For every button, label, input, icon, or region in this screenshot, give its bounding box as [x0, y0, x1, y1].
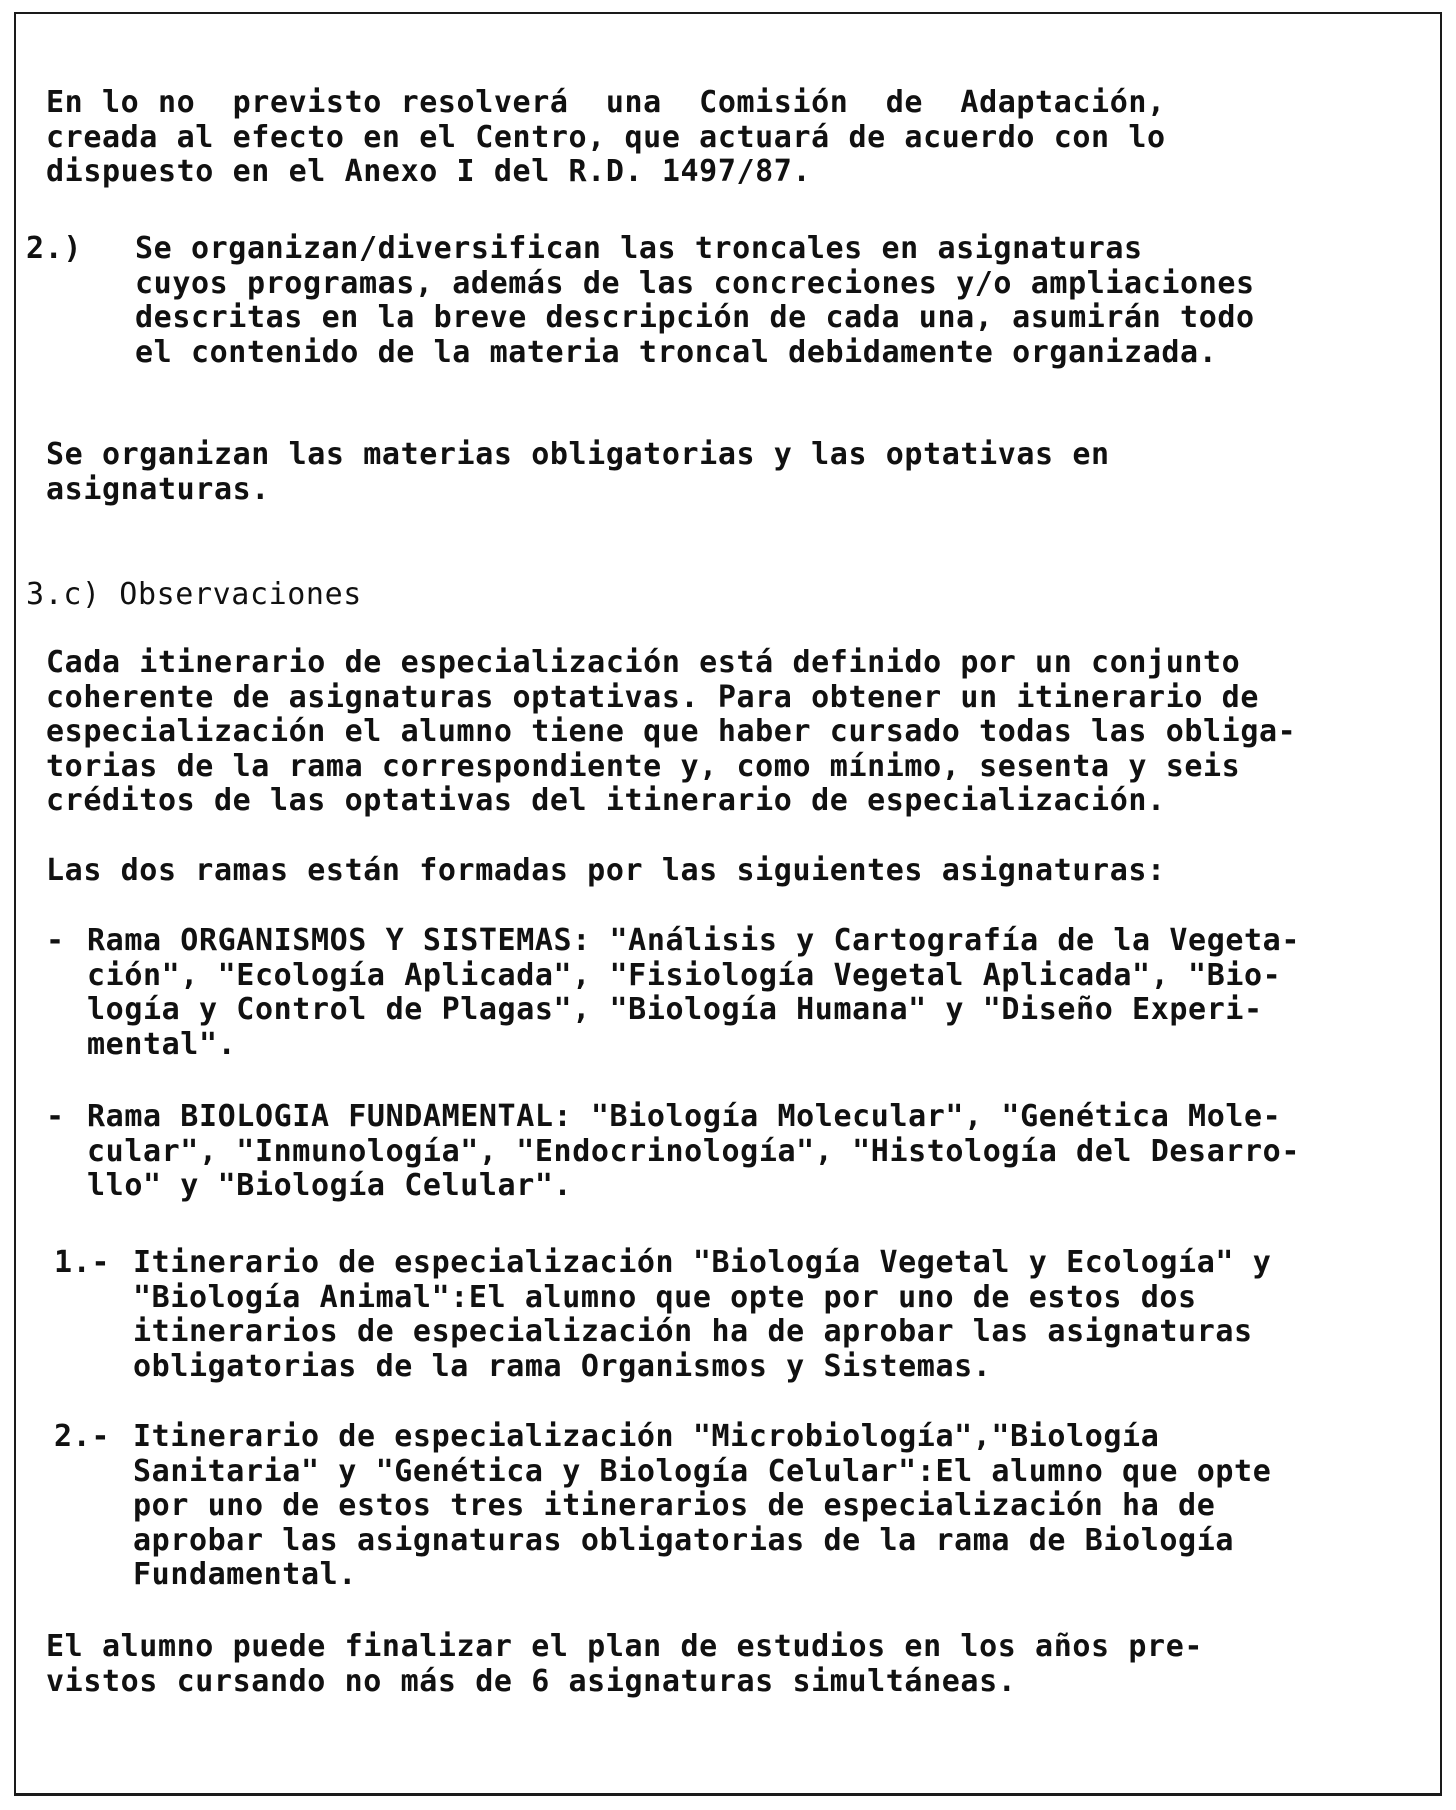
rama-1-line: ción", "Ecología Aplicada", "Fisiología Vegetal Aplicada", "Bio-	[87, 957, 1282, 993]
document-body	[16, 14, 1440, 1793]
intro-line: creada al efecto en el Centro, que actuará de acuerdo con lo	[46, 119, 1166, 155]
itinerario-1-line: itinerarios de especialización ha de aprobar las asignaturas	[133, 1314, 1253, 1349]
intro-paragraph	[46, 86, 1421, 190]
section-title: 3.c) Observaciones	[26, 577, 362, 612]
itinerario-2-line: por uno de estos tres itinerarios de especialización ha de	[133, 1488, 1216, 1523]
rama-1-line: Rama ORGANISMOS Y SISTEMAS: "Análisis y Cartografía de la Vegeta-	[87, 923, 1300, 958]
definition-line: coherente de asignaturas optativas. Para obtener un itinerario de	[46, 679, 1259, 715]
obligatorias-line: asignaturas.	[46, 471, 270, 507]
item-2-number: 2.)	[26, 231, 82, 266]
rama-1-line: logía y Control de Plagas", "Biología Humana" y "Diseño Experi-	[87, 992, 1263, 1027]
ramas-intro	[46, 854, 1421, 889]
definition-line: créditos de las optativas del itinerario de especialización.	[46, 783, 1166, 818]
obligatorias-paragraph	[46, 438, 1421, 507]
rama-1-line: mental".	[87, 1026, 237, 1062]
definition-line: Cada itinerario de especialización está definido por un conjunto	[46, 645, 1241, 680]
itinerario-2-line: Fundamental.	[133, 1557, 357, 1592]
final-line: vistos cursando no más de 6 asignaturas simultáneas.	[46, 1663, 1017, 1699]
intro-line: dispuesto en el Anexo I del R.D. 1497/87.	[46, 154, 812, 189]
definition-line: torias de la rama correspondiente y, como mínimo, sesenta y seis	[46, 748, 1241, 784]
itinerario-2-line: Sanitaria" y "Genética y Biología Celular":El alumno que opte	[133, 1453, 1272, 1489]
final-line: El alumno puede finalizar el plan de estudios en los años pre-	[46, 1629, 1204, 1664]
item-2-line: el contenido de la materia troncal debidamente organizada.	[135, 334, 1218, 370]
rama-2-line: Rama BIOLOGIA FUNDAMENTAL: "Biología Molecular", "Genética Mole-	[87, 1099, 1282, 1134]
ramas-intro-line: Las dos ramas están formadas por las siguientes asignaturas:	[46, 853, 1166, 888]
itinerario-1-line: Itinerario de especialización "Biología Vegetal y Ecología" y	[133, 1245, 1272, 1280]
rama-2-line: cular", "Inmunología", "Endocrinología", "Histología del Desarro-	[87, 1133, 1300, 1169]
itinerario-definition	[46, 646, 1421, 819]
section-heading-3c	[26, 578, 1401, 613]
definition-line: especialización el alumno tiene que haber cursado todas las obliga-	[46, 714, 1297, 749]
obligatorias-line: Se organizan las materias obligatorias y las optativas en	[46, 437, 1110, 472]
page-frame	[14, 12, 1442, 1796]
itinerario-1-line: obligatorias de la rama Organismos y Sistemas.	[133, 1348, 992, 1384]
itinerario-2-line: Itinerario de especialización "Microbiología","Biología	[133, 1419, 1160, 1454]
item-2-line: descritas en la breve descripción de cada una, asumirán todo	[135, 300, 1255, 335]
rama-2-line: llo" y "Biología Celular".	[87, 1168, 573, 1203]
rama-2-dash: -	[46, 1099, 65, 1134]
itinerario-2-line: aprobar las asignaturas obligatorias de la rama de Biología	[133, 1522, 1235, 1558]
rama-1-dash: -	[46, 923, 65, 958]
itinerario-1-line: "Biología Animal":El alumno que opte por uno de estos dos	[133, 1279, 1197, 1315]
itinerario-1-number: 1.-	[54, 1245, 110, 1280]
intro-line: En lo no previsto resolverá una Comisión de Adaptación,	[46, 85, 1166, 120]
item-2-line: Se organizan/diversifican las troncales en asignaturas	[135, 231, 1143, 266]
final-paragraph	[46, 1630, 1421, 1699]
itinerario-2-number: 2.-	[54, 1419, 110, 1454]
item-2-line: cuyos programas, además de las concreciones y/o ampliaciones	[135, 265, 1255, 301]
